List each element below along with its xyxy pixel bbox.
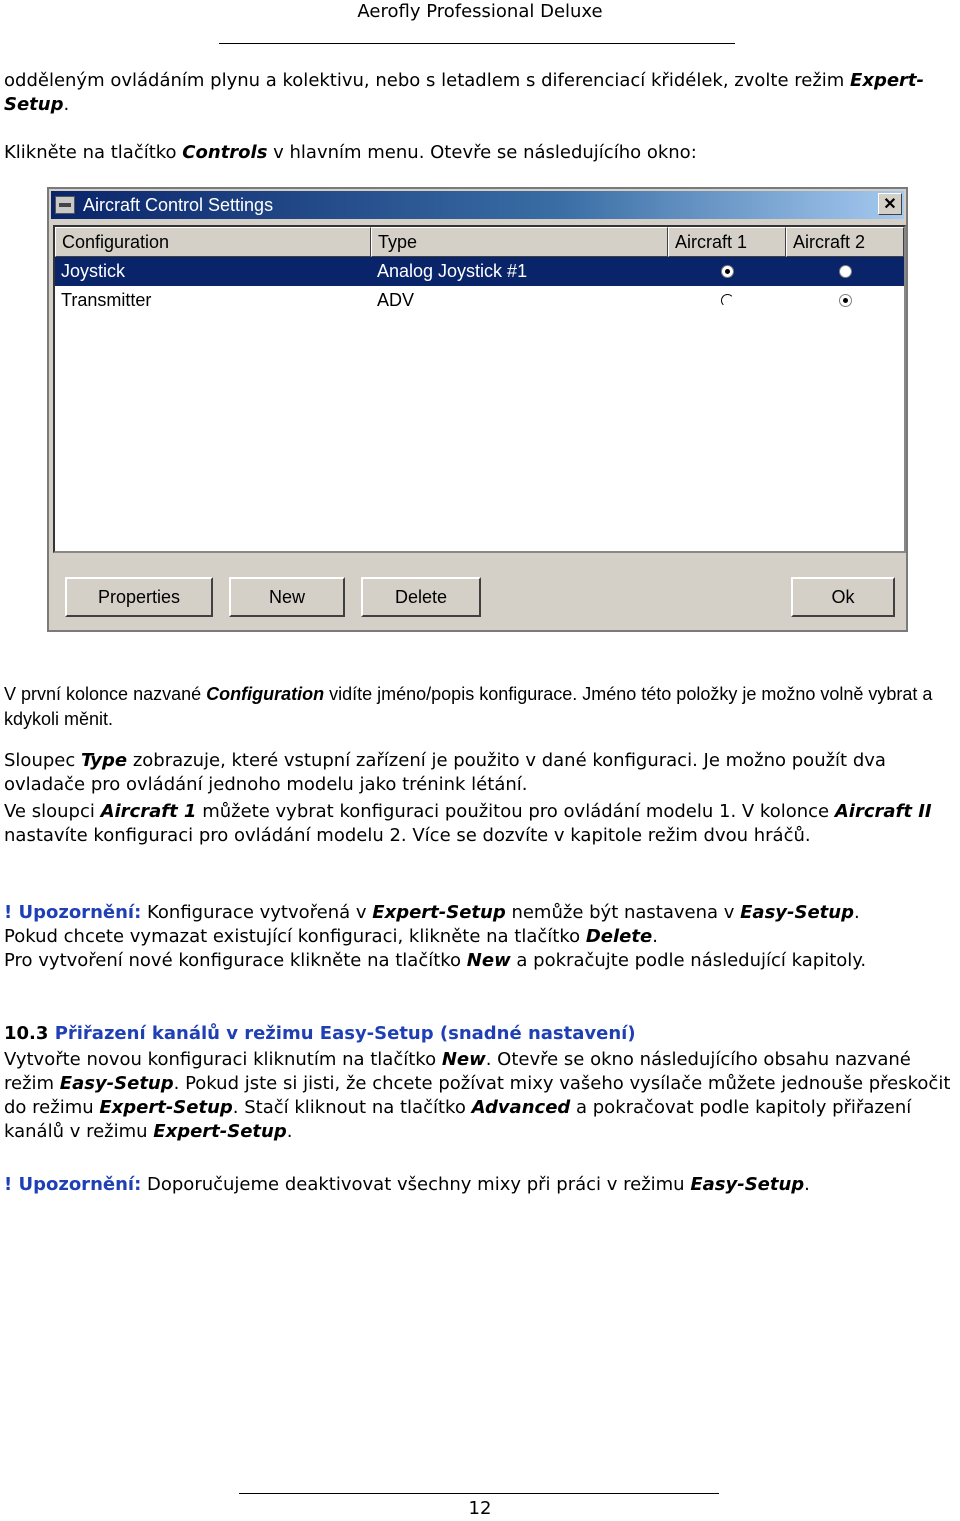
row-type: ADV bbox=[377, 290, 415, 310]
table-row[interactable] bbox=[55, 257, 904, 286]
header-rule bbox=[219, 43, 735, 44]
dialog-title: Aircraft Control Settings bbox=[83, 195, 274, 215]
expert-setup-term: Expert-Setup bbox=[4, 70, 924, 115]
aircraft-1-term: Aircraft 1 bbox=[100, 801, 197, 822]
new-button[interactable]: New bbox=[229, 577, 345, 617]
table-row[interactable] bbox=[55, 286, 904, 315]
aircraft-1-radio[interactable] bbox=[721, 265, 734, 278]
ok-button[interactable]: Ok bbox=[791, 577, 895, 617]
paragraph-new: Pro vytvoření nové konfigurace klikněte na tlačítko New a pokračujte podle následující kapitoly. bbox=[4, 950, 867, 971]
aircraft-1-radio[interactable] bbox=[721, 294, 734, 307]
app-icon bbox=[55, 196, 75, 214]
aircraft-2-radio[interactable] bbox=[839, 294, 852, 307]
intro-paragraph-1 bbox=[4, 69, 956, 117]
intro-text: v hlavním menu. Otevře se následujícího okno: bbox=[267, 142, 697, 163]
section-heading bbox=[4, 1022, 956, 1046]
paragraph-aircraft: Ve sloupci Aircraft 1 můžete vybrat konfiguraci použitou pro ovládání modelu 1. V kolonce Aircraft II nastavíte konfiguraci pro ovládání modelu 2. Více se dozvíte v kapitole režim dvou hráčů. bbox=[4, 801, 932, 846]
intro-paragraph-2 bbox=[4, 141, 956, 165]
row-type: Analog Joystick #1 bbox=[377, 261, 528, 281]
warning-label: ! Upozornění: bbox=[4, 1174, 142, 1195]
page-number: 12 bbox=[468, 1498, 492, 1519]
warning-paragraph-2: ! Upozornění: Doporučujeme deaktivovat všechny mixy při práci v režimu Easy-Setup. bbox=[4, 1174, 810, 1195]
controls-term: Controls bbox=[182, 142, 268, 163]
delete-button[interactable]: Delete bbox=[361, 577, 481, 617]
intro-text: odděleným ovládáním plynu a kolektivu, nebo s letadlem s diferenciací křidélek, zvolte režim bbox=[4, 70, 845, 91]
dialog-titlebar bbox=[51, 191, 904, 219]
new-term: New bbox=[466, 950, 511, 971]
paragraph-type: Sloupec Type zobrazuje, které vstupní zařízení je použito v dané konfiguraci. Je možno použít dva ovladače pro ovládání jednoho modelu jako trénink létání. bbox=[4, 750, 886, 795]
paragraph-easy-setup: Vytvořte novou konfiguraci kliknutím na tlačítko New. Otevře se okno následujícího obsahu nazvané režim Easy-Setup. Pokud jste si jisti, že chcete požívat mixy vašeho vysílače můžete jednouše přeskočit do režimu Expert-Setup. Stačí kliknout na tlačítko Advanced a pokračovat podle kapitoly přiřazení kanálů v režimu Expert-Setup. bbox=[4, 1049, 951, 1142]
paragraph-delete: Pokud chcete vymazat existující konfiguraci, klikněte na tlačítko Delete. bbox=[4, 926, 658, 947]
intro-text: Klikněte na tlačítko bbox=[4, 142, 183, 163]
column-header-aircraft-2[interactable]: Aircraft 2 bbox=[786, 227, 904, 257]
configuration-list bbox=[53, 225, 906, 553]
column-header-type[interactable]: Type bbox=[371, 227, 668, 257]
footer-rule bbox=[239, 1493, 719, 1494]
row-configuration: Transmitter bbox=[61, 290, 152, 310]
period: . bbox=[63, 94, 70, 115]
paragraph-configuration: V první kolonce nazvané Configuration vidíte jméno/popis konfigurace. Jméno této položky je možno volně vybrat a kdykoli měnit. bbox=[4, 684, 933, 729]
properties-button[interactable]: Properties bbox=[65, 577, 213, 617]
warning-label: ! Upozornění: bbox=[4, 902, 142, 923]
aircraft-2-term: Aircraft II bbox=[834, 801, 932, 822]
row-configuration: Joystick bbox=[61, 261, 126, 281]
column-header-configuration[interactable]: Configuration bbox=[55, 227, 371, 257]
section-title: Přiřazení kanálů v režimu Easy-Setup (snadné nastavení) bbox=[48, 1023, 636, 1044]
close-button[interactable]: ✕ bbox=[878, 193, 902, 215]
aircraft-2-radio[interactable] bbox=[839, 265, 852, 278]
delete-term: Delete bbox=[585, 926, 653, 947]
column-header-aircraft-1[interactable]: Aircraft 1 bbox=[668, 227, 786, 257]
running-header: Aerofly Professional Deluxe bbox=[357, 1, 603, 22]
list-header bbox=[55, 227, 904, 257]
configuration-term: Configuration bbox=[206, 684, 325, 704]
aircraft-control-settings-dialog bbox=[47, 187, 908, 632]
warning-paragraph-1: ! Upozornění: Konfigurace vytvořená v Expert-Setup nemůže být nastavena v Easy-Setup. bbox=[4, 902, 860, 923]
type-term: Type bbox=[80, 750, 128, 771]
section-number: 10.3 bbox=[4, 1023, 49, 1044]
